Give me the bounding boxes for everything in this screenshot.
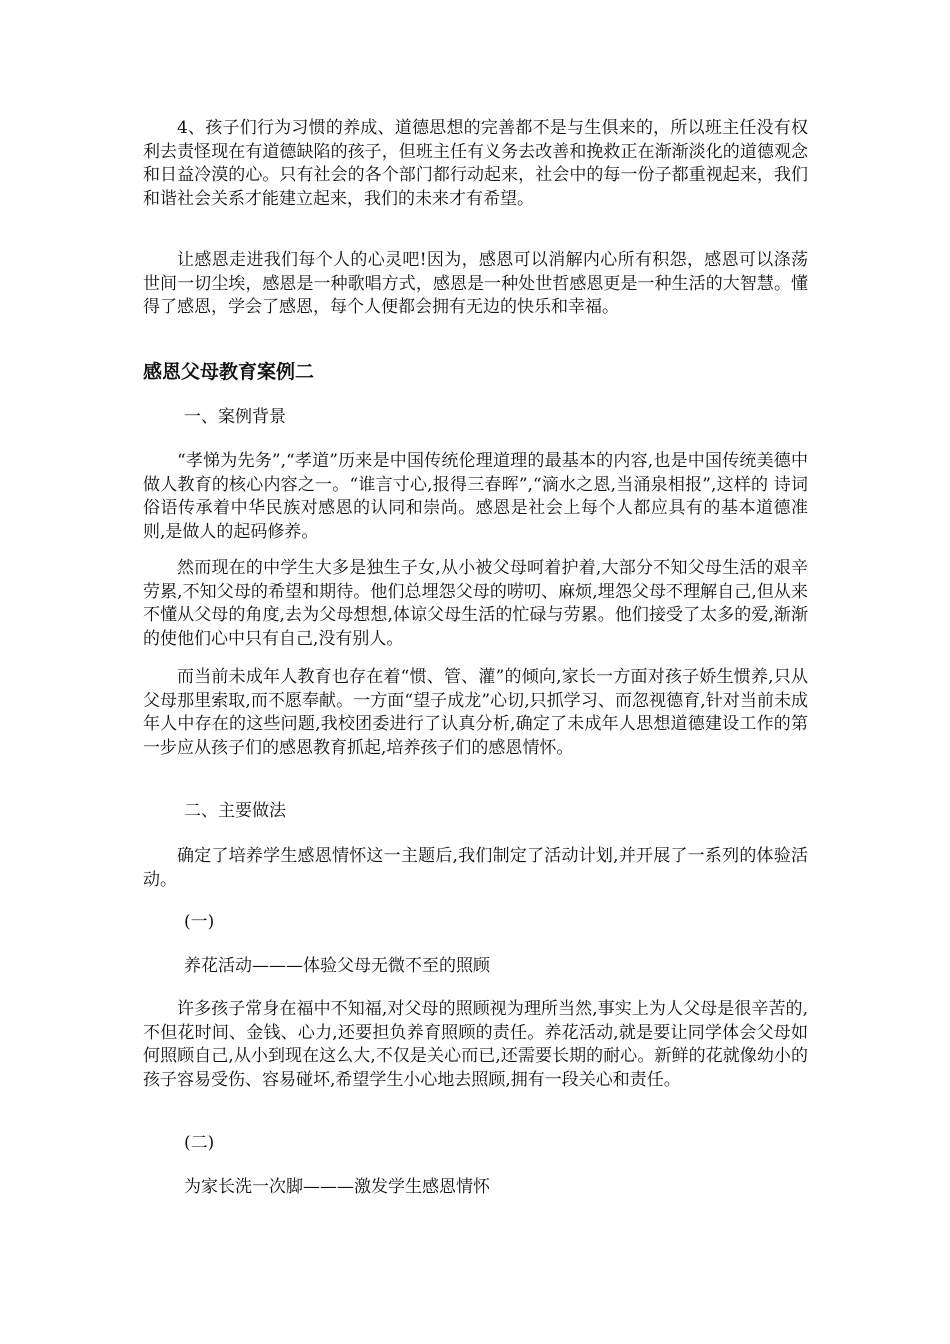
item-title: 为家长洗一次脚———激发学生感恩情怀 — [184, 1177, 490, 1197]
body-paragraph: 许多孩子常身在福中不知福,对父母的照顾视为理所当然,事实上为人父母是很辛苦的,不但花时间、金钱、心力,还要担负养育照顾的责任。养花活动,就是要让同学体会父母如何照顾自己,从小到现在这么大,不仅是关心而已,还需要长期的耐心。新鲜的花就像幼小的孩子容易受伤、容易碰坏,希望学生小心地去照顾,拥有一段关心和责任。 — [143, 999, 808, 1090]
body-paragraph: 然而现在的中学生大多是独生子女,从小被父母呵着护着,大部分不知父母生活的艰辛劳累,不知父母的希望和期待。他们总埋怨父母的唠叨、麻烦,埋怨父母不理解自己,但从来不懂从父母的角度,去为父母想想,体谅父母生活的忙碌与劳累。他们接受了太多的爱,渐渐的使他们心中只有自己,没有别人。 — [143, 558, 808, 649]
body-paragraph: “孝悌为先务”,“孝道”历来是中国传统伦理道理的最基本的内容,也是中国传统美德中做人教育的核心内容之一。“谁言寸心,报得三春晖”,“滴水之恩,当涌泉相报”,这样的 诗词 俗语传承着中华民族对感恩的认同和崇尚。感恩是社会上每个人都应具有的基本道德准则,是做人的起码修养。 — [143, 451, 808, 542]
item-title: 养花活动———体验父母无微不至的照顾 — [184, 956, 490, 976]
body-paragraph: 确定了培养学生感恩情怀这一主题后,我们制定了活动计划,并开展了一系列的体验活动。 — [143, 846, 808, 890]
body-paragraph: 让感恩走进我们每个人的心灵吧!因为，感恩可以消解内心所有积怨，感恩可以涤荡世间一切尘埃，感恩是一种歌唱方式，感恩是一种处世哲感恩更是一种生活的大智慧。懂得了感恩，学会了感恩，每个人便都会拥有无边的快乐和幸福。 — [143, 250, 808, 317]
section-heading: 感恩父母教育案例二 — [143, 361, 315, 383]
item-number: (二) — [184, 1133, 215, 1153]
body-paragraph: 4、孩子们行为习惯的养成、道德思想的完善都不是与生俱来的，所以班主任没有权利去责怪现在有道德缺陷的孩子，但班主任有义务去改善和挽救正在渐渐淡化的道德观念和日益冷漠的心。只有社会的各个部门都行动起来，社会中的每一份子都重视起来，我们和谐社会关系才能建立起来，我们的未来才有希望。 — [143, 118, 808, 209]
subsection-title: 一、案例背景 — [184, 407, 286, 427]
subsection-title: 二、主要做法 — [184, 801, 286, 821]
item-number: (一) — [184, 912, 215, 932]
body-paragraph: 而当前未成年人教育也存在着“惯、管、灌”的倾向,家长一方面对孩子娇生惯养,只从父母那里索取,而不愿奉献。一方面“望子成龙”心切,只抓学习、而忽视德育,针对当前未成年人中存在的这些问题,我校团委进行了认真分析,确定了未成年人思想道德建设工作的第一步应从孩子们的感恩教育抓起,培养孩子们的感恩情怀。 — [143, 667, 808, 758]
